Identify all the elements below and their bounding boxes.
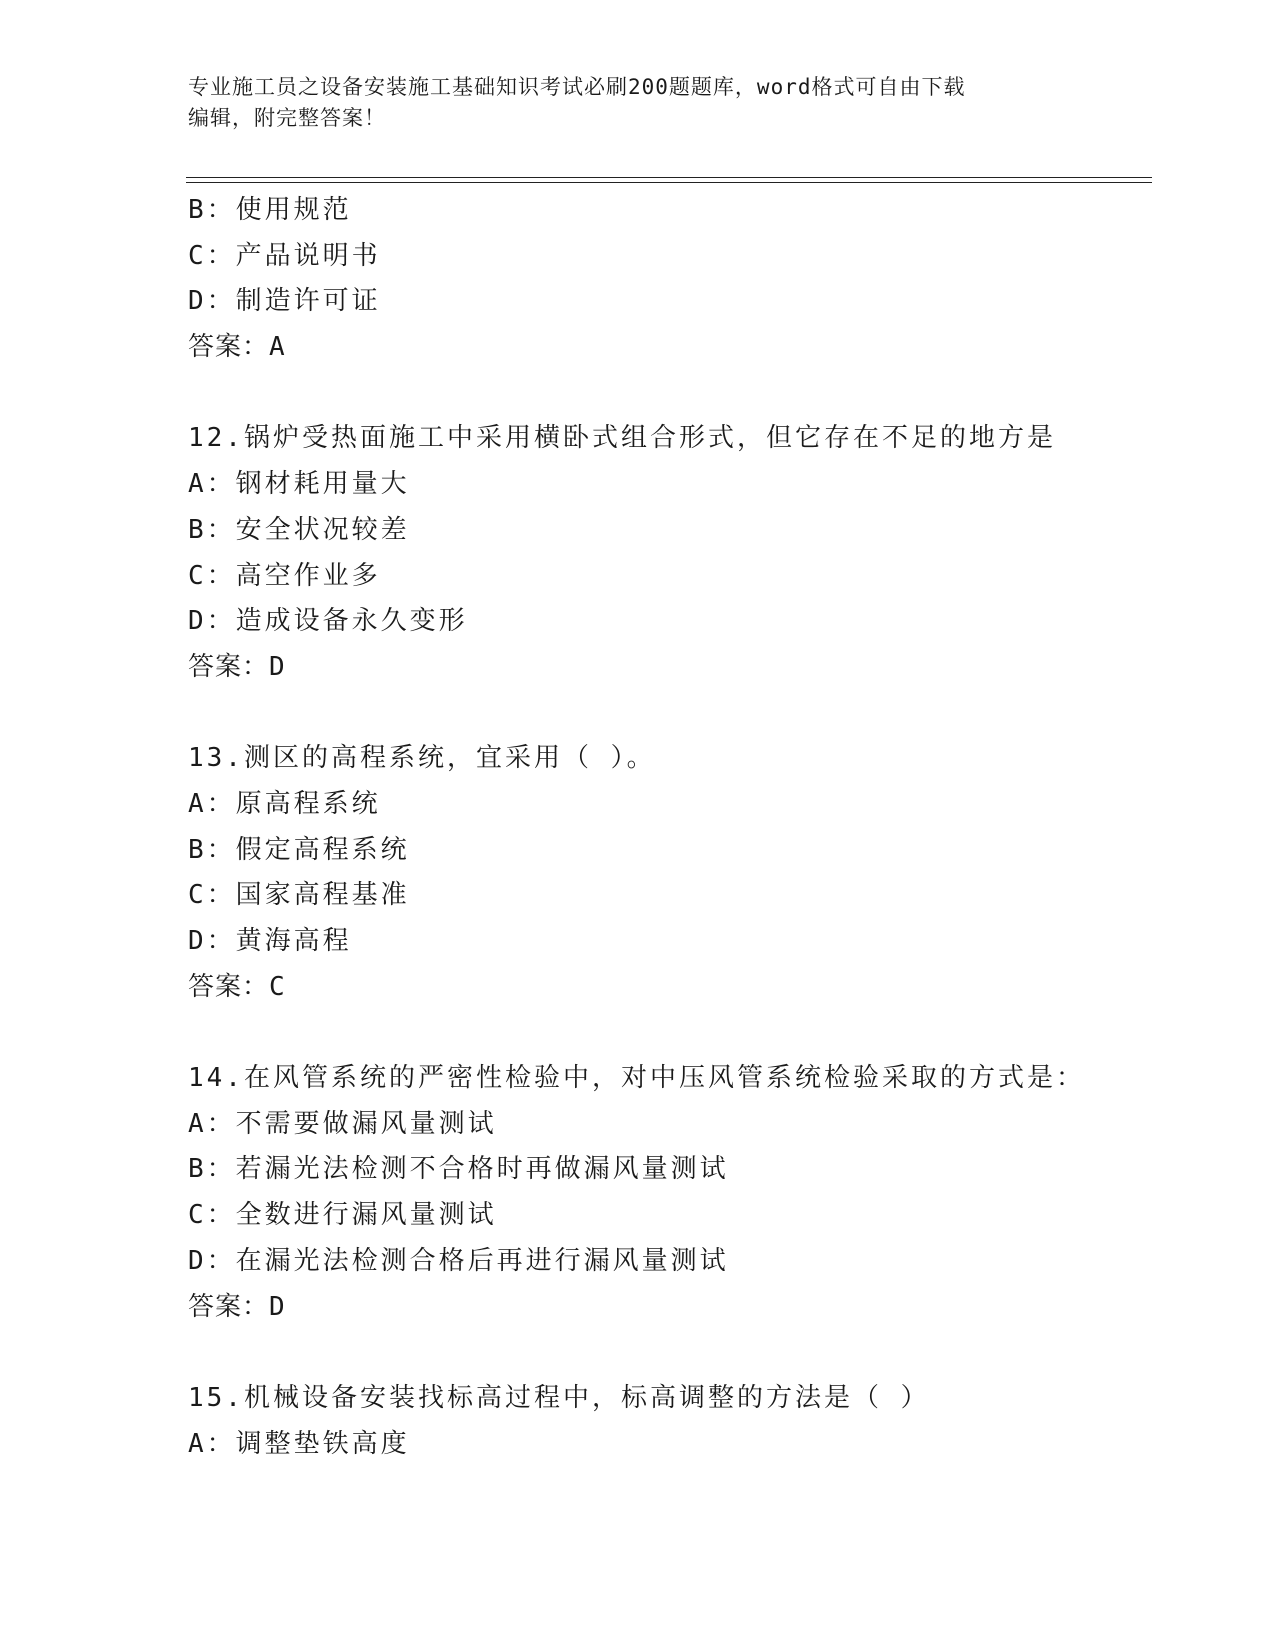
option-b: B：使用规范 [188, 195, 352, 225]
option-b: B：若漏光法检测不合格时再做漏风量测试 [188, 1154, 729, 1185]
option-c: C：全数进行漏风量测试 [188, 1200, 497, 1231]
question-text: 14.在风管系统的严密性检验中，对中压风管系统检验采取的方式是： [188, 1063, 1085, 1094]
header-divider-top [186, 177, 1152, 178]
option-a: A：调整垫铁高度 [188, 1428, 410, 1459]
option-b: B：安全状况较差 [188, 514, 410, 545]
question-text: 15.机械设备安装找标高过程中，标高调整的方法是（ ） [188, 1382, 930, 1413]
option-d: D：造成设备永久变形 [188, 606, 468, 637]
option-c: C：高空作业多 [188, 560, 381, 591]
header-divider-bottom [186, 182, 1152, 183]
document-header [188, 72, 1088, 134]
header-title-line1: 专业施工员之设备安装施工基础知识考试必刷200题题库，word格式可自由下载 [188, 75, 966, 99]
answer-line: 答案：A [188, 332, 286, 363]
option-c: C：国家高程基准 [188, 880, 410, 911]
question-block-14 [188, 1056, 1148, 1330]
question-block-11 [188, 188, 1148, 371]
option-d: D：黄海高程 [188, 926, 352, 956]
option-a: A：不需要做漏风量测试 [188, 1108, 497, 1139]
option-c: C：产品说明书 [188, 240, 381, 271]
answer-line: 答案：D [188, 651, 286, 682]
answer-line: 答案：C [188, 971, 286, 1002]
question-list [188, 188, 1148, 1467]
question-block-12 [188, 416, 1148, 690]
question-text: 12.锅炉受热面施工中采用横卧式组合形式，但它存在不足的地方是 [188, 423, 1056, 454]
answer-line: 答案：D [188, 1291, 286, 1322]
question-block-15 [188, 1376, 1148, 1467]
question-block-13 [188, 736, 1148, 1010]
header-title-line2: 编辑，附完整答案！ [188, 106, 386, 130]
question-text: 13.测区的高程系统，宜采用（ ）。 [188, 743, 656, 774]
option-d: D：制造许可证 [188, 286, 381, 317]
option-a: A：原高程系统 [188, 788, 381, 819]
option-a: A：钢材耗用量大 [188, 469, 410, 500]
option-d: D：在漏光法检测合格后再进行漏风量测试 [188, 1245, 729, 1276]
option-b: B：假定高程系统 [188, 834, 410, 865]
